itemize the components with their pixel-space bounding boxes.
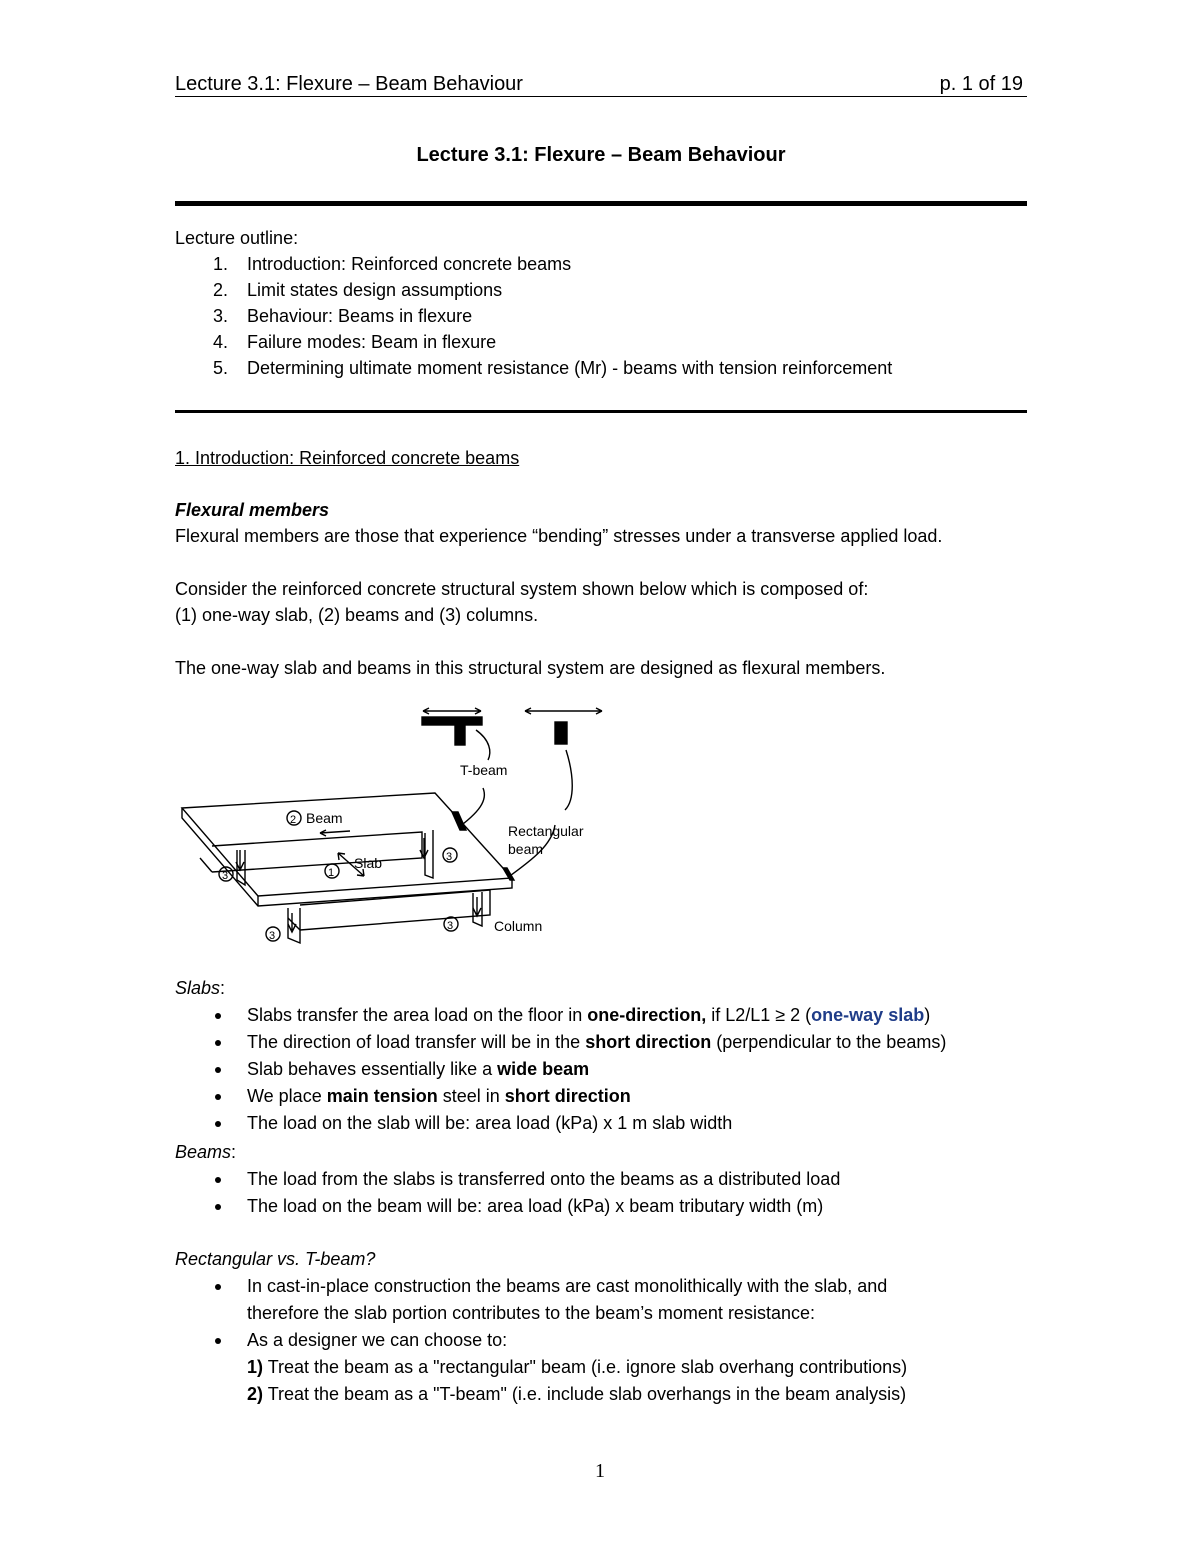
paragraph: The one-way slab and beams in this structural system are designed as flexural members.: [175, 658, 886, 678]
structural-system-figure: [170, 700, 620, 950]
t-beam-label: T-beam: [460, 762, 508, 778]
outline-list: [175, 251, 1027, 381]
list-item: 2. Limit states design assumptions: [213, 280, 503, 300]
list-item: The load from the slabs is transferred onto the beams as a distributed load: [175, 1166, 1027, 1193]
beams-heading: Beams:: [175, 1142, 237, 1162]
column-label: Column: [494, 918, 543, 934]
rect-beam-label-2: beam: [508, 841, 544, 857]
list-item: In cast-in-place construction the beams are cast monolithically with the slab, and therefore the slab portion contributes to the beam’s moment resistance:: [175, 1273, 1027, 1327]
list-item: 4. Failure modes: Beam in flexure: [213, 332, 497, 352]
svg-text:3: 3: [222, 870, 229, 882]
list-item: The load on the slab will be: area load (kPa) x 1 m slab width: [175, 1110, 1027, 1137]
paragraph: Consider the reinforced concrete structural system shown below which is composed of:: [175, 579, 869, 599]
slab-label: Slab: [354, 855, 383, 871]
page-title: Lecture 3.1: Flexure – Beam Behaviour: [416, 144, 786, 166]
svg-text:3: 3: [447, 920, 454, 932]
list-item: Slab behaves essentially like a wide beam: [175, 1056, 1027, 1083]
header-page: p. 1 of 19: [939, 73, 1023, 95]
beam-label: Beam: [306, 810, 343, 826]
list-item: The direction of load transfer will be in the short direction (perpendicular to the beams): [175, 1029, 1027, 1056]
list-item: 3. Behaviour: Beams in flexure: [213, 306, 473, 326]
paragraph: (1) one-way slab, (2) beams and (3) columns.: [175, 605, 539, 625]
outline-rule: [175, 410, 1027, 413]
beams-list: [175, 1166, 1027, 1220]
svg-text:1: 1: [328, 867, 335, 879]
section-heading: 1. Introduction: Reinforced concrete beams: [175, 448, 520, 468]
header-title: Lecture 3.1: Flexure – Beam Behaviour: [175, 73, 523, 95]
list-item: Slabs transfer the area load on the floor in one-direction, if L2/L1 ≥ 2 (one-way slab): [175, 1002, 1027, 1029]
list-item: We place main tension steel in short direction: [175, 1083, 1027, 1110]
slabs-list: [175, 1002, 1027, 1137]
subheading-flexural-members: Flexural members: [175, 500, 330, 520]
list-item: The load on the beam will be: area load (kPa) x beam tributary width (m): [175, 1193, 1027, 1220]
paragraph: Flexural members are those that experience “bending” stresses under a transverse applied load.: [175, 526, 943, 546]
list-item: 1. Introduction: Reinforced concrete beams: [213, 254, 572, 274]
list-item: As a designer we can choose to: 1) Treat the beam as a "rectangular" beam (i.e. ignore slab overhang contributions) 2) Treat the beam as a "T-beam" (i.e. include slab overhangs in the beam analysis): [175, 1327, 1027, 1408]
outline-label: Lecture outline:: [175, 228, 299, 248]
title-rule: [175, 201, 1027, 206]
svg-text:3: 3: [269, 930, 276, 942]
rect-vs-t-list: [175, 1273, 1027, 1408]
page-number: 1: [595, 1460, 605, 1482]
rect-vs-t-heading: Rectangular vs. T-beam?: [175, 1249, 376, 1269]
svg-text:2: 2: [290, 814, 297, 826]
list-item: 5. Determining ultimate moment resistance (Mr) - beams with tension reinforcement: [213, 358, 893, 378]
svg-text:3: 3: [446, 851, 453, 863]
rect-beam-label-1: Rectangular: [508, 823, 584, 839]
running-header: [175, 72, 1027, 97]
slabs-heading: Slabs:: [175, 978, 226, 998]
